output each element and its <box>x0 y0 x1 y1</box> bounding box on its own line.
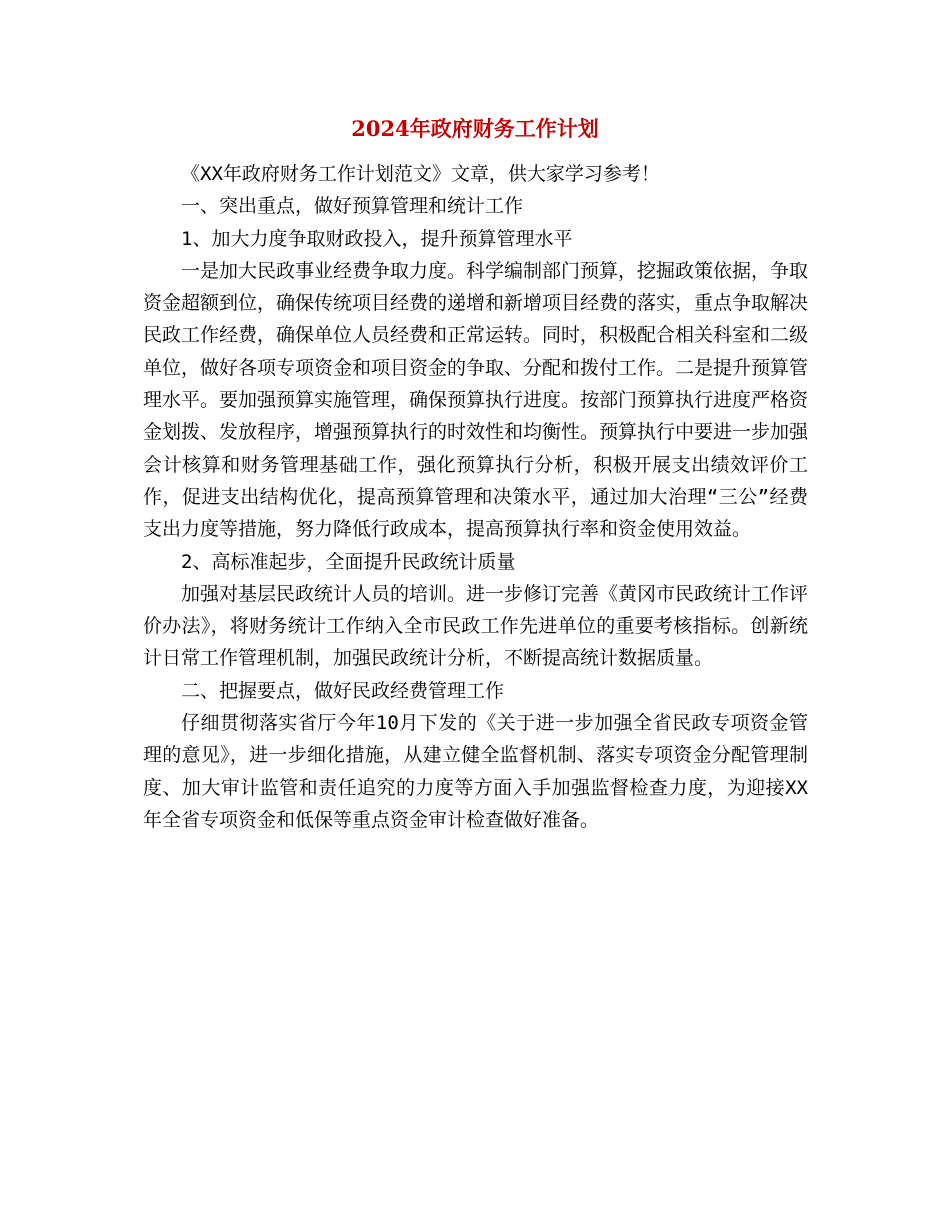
document-title: 2024年政府财务工作计划 <box>351 116 599 141</box>
document-body <box>143 158 808 836</box>
body-paragraph: 仔细贯彻落实省厅今年10月下发的《关于进一步加强全省民政专项资金管理的意见》，进一步细化措施，从建立健全监督机制、落实专项资金分配管理制度、加大审计监管和责任追究的力度等方面入手加强监督检查力度，为迎接XX年全省专项资金和低保等重点资金审计检查做好准备。 <box>143 712 808 831</box>
intro-paragraph: 《XX年政府财务工作计划范文》文章，供大家学习参考！ <box>181 163 660 185</box>
section-heading-1: 一、突出重点，做好预算管理和统计工作 <box>181 195 524 218</box>
subsection-heading-1: 1、加大力度争取财政投入，提升预算管理水平 <box>181 227 573 250</box>
subsection-heading-2: 2、高标准起步，全面提升民政统计质量 <box>181 550 516 573</box>
section-heading-2: 二、把握要点，做好民政经费管理工作 <box>181 679 505 702</box>
body-paragraph: 一是加大民政事业经费争取力度。科学编制部门预算，挖掘政策依据，争取资金超额到位，确保传统项目经费的递增和新增项目经费的落实，重点争取解决民政工作经费，确保单位人员经费和正常运转。同时，积极配合相关科室和二级单位，做好各项专项资金和项目资金的争取、分配和拨付工作。二是提升预算管理水平。要加强预算实施管理，确保预算执行进度。按部门预算执行进度严格资金划拨、发放程序，增强预算执行的时效性和均衡性。预算执行中要进一步加强会计核算和财务管理基础工作，强化预算执行分析，积极开展支出绩效评价工作，促进支出结构优化，提高预算管理和决策水平，通过加大治理“三公”经费支出力度等措施，努力降低行政成本，提高预算执行率和资金使用效益。 <box>143 259 809 541</box>
body-paragraph: 加强对基层民政统计人员的培训。进一步修订完善《黄冈市民政统计工作评价办法》，将财务统计工作纳入全市民政工作先进单位的重要考核指标。创新统计日常工作管理机制，加强民政统计分析，不断提高统计数据质量。 <box>143 582 809 670</box>
